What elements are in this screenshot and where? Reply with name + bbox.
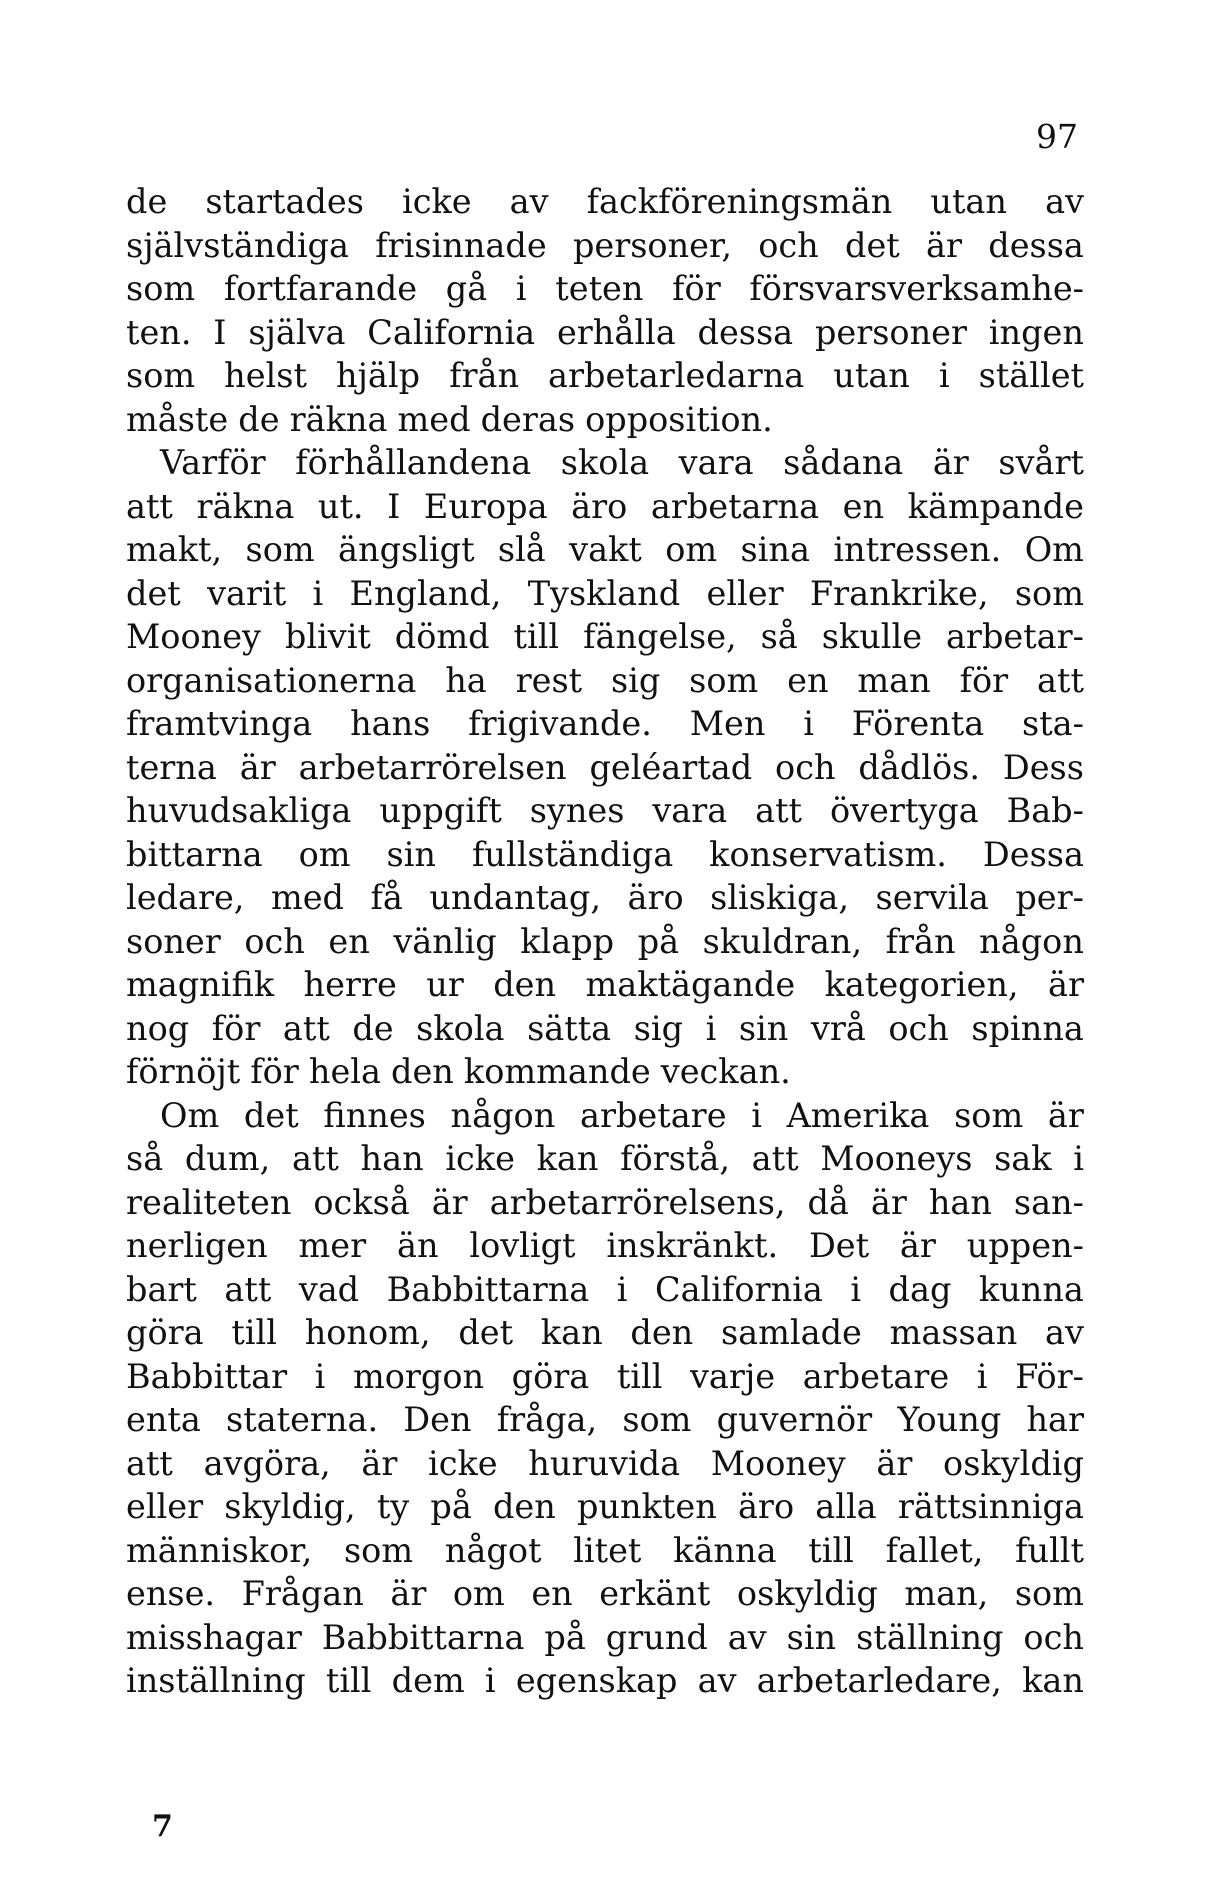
text-line: bittarna om sin fullständiga konservatism. Dessa [126, 834, 1084, 874]
text-line: inställning till dem i egenskap av arbetarledare, kan [126, 1661, 1084, 1700]
text-line: att avgöra, är icke huruvida Mooney är oskyldig [126, 1443, 1084, 1483]
text-line: soner och en vänlig klapp på skuldran, från någon [126, 921, 1084, 961]
text-line: ense. Frågan är om en erkänt oskyldig man, som [126, 1574, 1084, 1613]
text-line: Varför förhållandena skola vara sådana är svårt [160, 443, 1084, 482]
text-line: huvudsakliga uppgift synes vara att övertyga Bab- [126, 791, 1084, 830]
text-line: ledare, med få undantag, äro sliskiga, servila per- [126, 878, 1084, 917]
text-line: ten. I själva California erhålla dessa personer ingen [126, 312, 1084, 352]
text-line: Om det finnes någon arbetare i Amerika som är [160, 1095, 1084, 1135]
text-line: nog för att de skola sätta sig i sin vrå och spinna [126, 1008, 1084, 1048]
text-line: realiteten också är arbetarrörelsens, då är han san- [126, 1182, 1084, 1222]
text-line: misshagar Babbittarna på grund av sin ställning och [126, 1617, 1084, 1657]
text-line: de startades icke av fackföreningsmän utan av [126, 182, 1084, 221]
text-line: Mooney blivit dömd till fängelse, så skulle arbetar- [126, 617, 1084, 656]
text-line: människor, som något litet känna till fallet, fullt [126, 1530, 1084, 1570]
text-line: det varit i England, Tyskland eller Frankrike, som [126, 573, 1084, 613]
text-line: eller skyldig, ty på den punkten äro alla rättsinniga [126, 1487, 1084, 1526]
text-line: terna är arbetarrörelsen geléartad och dådlös. Dess [126, 747, 1084, 787]
text-line: självständiga frisinnade personer, och det är dessa [126, 225, 1084, 265]
text-line: enta staterna. Den fråga, som guvernör Young har [126, 1400, 1084, 1439]
text-line: makt, som ängsligt slå vakt om sina intressen. Om [126, 530, 1084, 569]
signature-mark: 7 [152, 1809, 173, 1844]
text-line: nerligen mer än lovligt inskränkt. Det är uppen- [126, 1226, 1084, 1265]
text-line: magnifik herre ur den maktägande kategorien, är [126, 965, 1084, 1004]
text-line: framtvinga hans frigivande. Men i Förenta sta- [126, 704, 1084, 743]
text-line: organisationerna ha rest sig som en man för att [126, 660, 1084, 700]
text-line: Babbittar i morgon göra till varje arbetare i För- [126, 1356, 1084, 1396]
text-line: förnöjt för hela den kommande veckan. [126, 1052, 791, 1091]
page-number: 97 [1036, 117, 1078, 156]
text-line: att räkna ut. I Europa äro arbetarna en kämpande [126, 486, 1084, 526]
text-line: måste de räkna med deras opposition. [126, 399, 773, 439]
text-line: göra till honom, det kan den samlade massan av [126, 1313, 1084, 1352]
text-line: som fortfarande gå i teten för försvarsverksamhe- [126, 269, 1084, 308]
text-line: bart att vad Babbittarna i California i dag kunna [126, 1269, 1084, 1309]
text-line: som helst hjälp från arbetarledarna utan i stället [126, 356, 1084, 395]
text-line: så dum, att han icke kan förstå, att Mooneys sak i [126, 1139, 1084, 1178]
body-text [126, 180, 1084, 1703]
